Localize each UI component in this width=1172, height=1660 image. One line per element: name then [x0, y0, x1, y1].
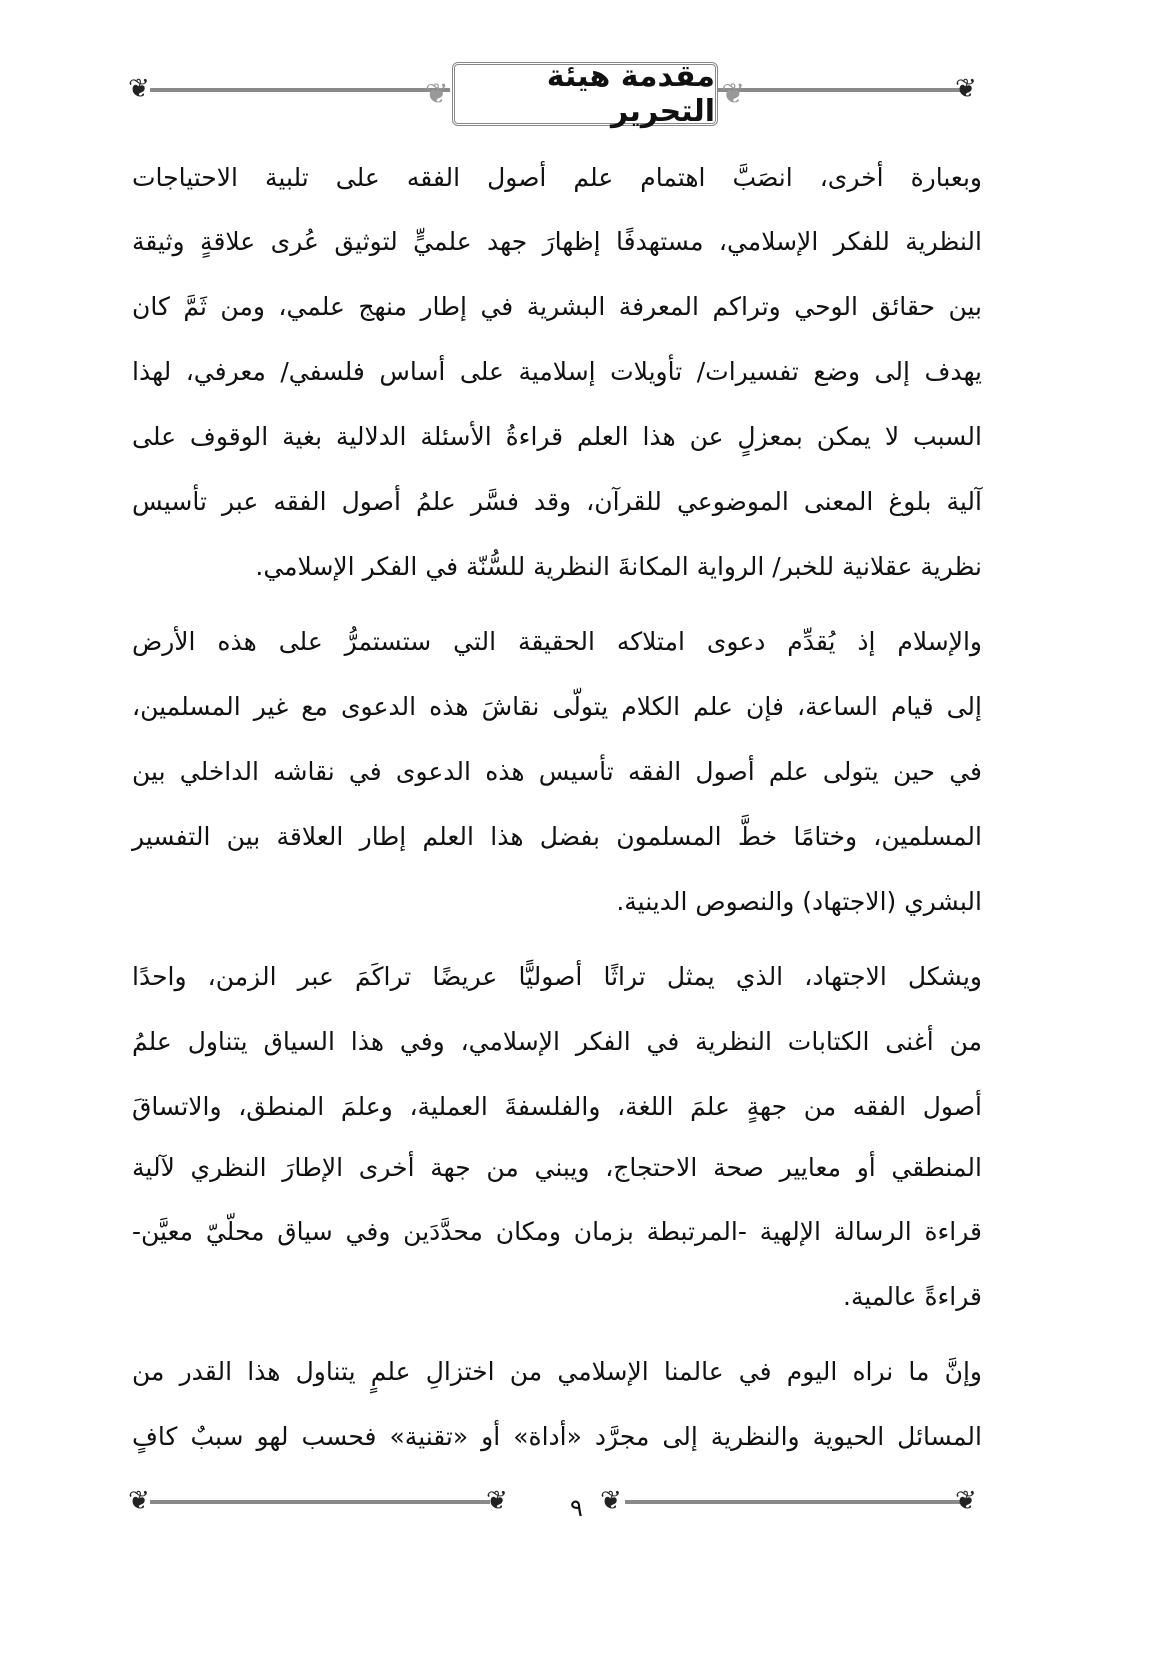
header-rule-left [150, 88, 450, 92]
text-line: في حين يتولى علم أصول الفقه تأسيس هذه الدعوى في نقاشه الداخلي بين [132, 757, 982, 786]
text-line: المسائل الحيوية والنظرية إلى مجرَّد «أداة» أو «تقنية» فحسب لهو سببٌ كافٍ [132, 1422, 982, 1451]
text-line: وبعبارة أخرى، انصَبَّ اهتمام علم أصول الفقه على تلبية الاحتياجات [132, 163, 982, 192]
text-line: وإنَّ ما نراه اليوم في عالمنا الإسلامي من اختزالِ علمٍ يتناول هذا القدر من [132, 1357, 982, 1386]
text-line: قراءةً عالمية. [843, 1282, 982, 1311]
header-title: ❦ مقدمة هيئة التحرير [546, 59, 715, 129]
ornament-icon: ❦ [955, 74, 977, 104]
text-line: المسلمين، وختامًا خطَّ المسلمون بفضل هذا العلم إطار العلاقة بين التفسير [132, 822, 982, 851]
header-title-frame [452, 59, 718, 129]
ornament-icon: ❦ [486, 1486, 508, 1516]
text-line: من أغنى الكتابات النظرية في الفكر الإسلامي، وفي هذا السياق يتناول علمُ [132, 1027, 982, 1056]
text-line: قراءة الرسالة الإلهية -المرتبطة بزمان ومكان محدَّدَين وفي سياق محلّيّ معيَّن- [132, 1217, 982, 1246]
ornament-icon: ❦ [128, 74, 150, 104]
text-line: إلى قيام الساعة، فإن علم الكلام يتولّى نقاشَ هذه الدعوى مع غير المسلمين، [132, 692, 982, 721]
text-line: يهدف إلى وضع تفسيرات/ تأويلات إسلامية على أساس فلسفي/ معرفي، لهذا [132, 357, 982, 386]
text-line: آلية بلوغ المعنى الموضوعي للقرآن، وقد فسَّر علمُ أصول الفقه عبر تأسيس [132, 487, 982, 516]
text-line: نظرية عقلانية للخبر/ الرواية المكانةَ النظرية للسُّنّة في الفكر الإسلامي. [255, 552, 982, 581]
text-line: البشري (الاجتهاد) والنصوص الدينية. [616, 887, 982, 916]
header-rule-right [715, 88, 965, 92]
text-line: المنطقي أو معايير صحة الاحتجاج، ويبني من جهة أخرى الإطارَ النظري لآلية [132, 1153, 982, 1182]
text-line: والإسلام إذ يُقدِّم دعوى امتلاكه الحقيقة التي ستستمرُّ على هذه الأرض [132, 627, 982, 656]
text-line: ويشكل الاجتهاد، الذي يمثل تراثًا أصوليًّا عريضًا تراكَمَ عبر الزمن، واحدًا [132, 962, 982, 991]
text-line: بين حقائق الوحي وتراكم المعرفة البشرية في إطار منهج علمي، ومن ثَمَّ كان [132, 292, 982, 321]
ornament-icon: ❦ [600, 1486, 622, 1516]
text-line: النظرية للفكر الإسلامي، مستهدفًا إظهارَ جهد علميٍّ لتوثيق عُرى علاقةٍ وثيقة [132, 227, 982, 256]
footer-rule-right [625, 1500, 965, 1504]
text-line: السبب لا يمكن بمعزلٍ عن هذا العلم قراءةُ الأسئلة الدلالية بغية الوقوف على [132, 422, 982, 451]
ornament-icon: ❦ [955, 1486, 977, 1516]
page-number: ٩ [570, 1494, 583, 1522]
text-line: أصول الفقه من جهةٍ علمَ اللغة، والفلسفةَ العملية، وعلمَ المنطق، والاتساقَ [132, 1092, 982, 1121]
ornament-icon: ❦ [128, 1486, 150, 1516]
footer-rule-left [150, 1500, 490, 1504]
